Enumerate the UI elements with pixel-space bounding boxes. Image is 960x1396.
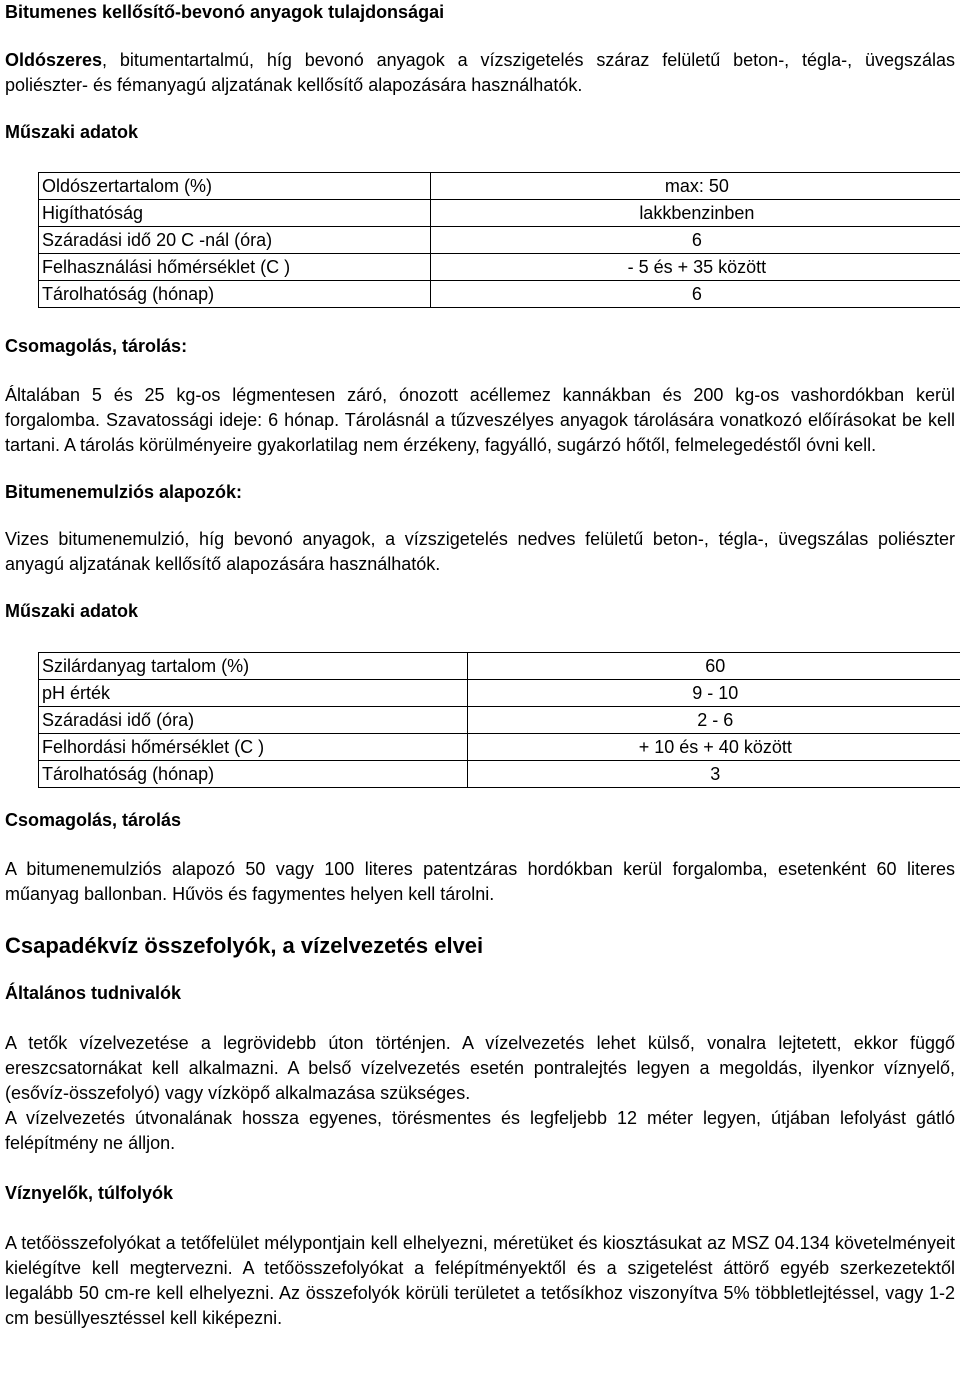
emulsion-tech-heading: Műszaki adatok bbox=[5, 601, 139, 621]
document-title: Bitumenes kellősítő-bevonó anyagok tulajdonságai bbox=[5, 2, 445, 22]
drains-heading: Víznyelők, túlfolyók bbox=[5, 1183, 174, 1203]
emulsion-pack-heading: Csomagolás, tárolás bbox=[5, 810, 182, 830]
general-paragraph-2: A vízelvezetés útvonalának hossza egyenes, törésmentes és legfeljebb 12 méter legyen, útjában lefolyást gátló felépítmény ne álljon. bbox=[5, 1108, 955, 1153]
spec-label: Oldószertartalom (%) bbox=[39, 173, 431, 200]
solvent-tech-heading: Műszaki adatok bbox=[5, 122, 139, 142]
spec-label: Felhordási hőmérséklet (C ) bbox=[39, 734, 468, 761]
table-row bbox=[39, 761, 960, 788]
spec-label: Felhasználási hőmérséklet (C ) bbox=[39, 254, 431, 281]
solvent-intro bbox=[5, 48, 955, 98]
spec-value: 6 bbox=[430, 281, 960, 308]
solvent-pack-text: Általában 5 és 25 kg-os légmentesen záró, ónozott acéllemez kannákban és 200 kg-os vashordókban kerül forgalomba. Szavatossági ideje: 6 hónap. Tárolásnál a tűzveszélyes anyagok tárolására vonatkozó előírásokat be kell tartani. A tárolás körülményeire gyakorlatilag nem érzékeny, fagyálló, sugárzó hőtől, felmelegedéstől óvni kell. bbox=[5, 385, 955, 455]
spec-value: 2 - 6 bbox=[467, 707, 960, 734]
emulsion-pack-text: A bitumenemulziós alapozó 50 vagy 100 literes patentzáras hordókban kerül forgalomba, esetenként 60 literes műanyag ballonban. Hűvös és fagymentes helyen kell tárolni. bbox=[5, 859, 955, 904]
table-row bbox=[39, 254, 960, 281]
solvent-spec-table bbox=[38, 172, 960, 308]
emulsion-intro: Vizes bitumenemulzió, híg bevonó anyagok, a vízszigetelés nedves felületű beton-, tégla-, üvegszálas poliészter anyagú aljzatának kellősítő alapozására használhatók. bbox=[5, 529, 955, 574]
spec-label: Tárolhatóság (hónap) bbox=[39, 761, 468, 788]
spec-label: pH érték bbox=[39, 680, 468, 707]
spec-value: max: 50 bbox=[430, 173, 960, 200]
table-row bbox=[39, 707, 960, 734]
general-heading: Általános tudnivalók bbox=[5, 983, 182, 1003]
drainage-heading: Csapadékvíz összefolyók, a vízelvezetés elvei bbox=[5, 933, 484, 958]
spec-value: 60 bbox=[467, 653, 960, 680]
emulsion-spec-table bbox=[38, 652, 960, 788]
table-row bbox=[39, 200, 960, 227]
spec-value: - 5 és + 35 között bbox=[430, 254, 960, 281]
solvent-intro-bold: Oldószeres bbox=[5, 50, 103, 70]
general-paragraph-1: A tetők vízelvezetése a legrövidebb úton történjen. A vízelvezetés lehet külső, vonalra lejtetett, ekkor függő ereszcsatornákat kell alkalmazni. A belső vízelvezetés esetén pontralejtés legyen a megoldás, ilyenkor víznyelő, (esővíz-összefolyó) vagy vízköpő alkalmazása szükséges. bbox=[5, 1033, 955, 1103]
spec-value: lakkbenzinben bbox=[430, 200, 960, 227]
spec-label: Száradási idő 20 C -nál (óra) bbox=[39, 227, 431, 254]
spec-value: 9 - 10 bbox=[467, 680, 960, 707]
table-row bbox=[39, 173, 960, 200]
spec-value: 6 bbox=[430, 227, 960, 254]
spec-value: 3 bbox=[467, 761, 960, 788]
table-row bbox=[39, 734, 960, 761]
spec-label: Száradási idő (óra) bbox=[39, 707, 468, 734]
solvent-intro-text: , bitumentartalmú, híg bevonó anyagok a vízszigetelés száraz felületű beton-, tégla-, üvegszálas poliészter- és fémanyagú aljzatának kellősítő alapozására használhatók. bbox=[5, 50, 955, 95]
spec-value: + 10 és + 40 között bbox=[467, 734, 960, 761]
table-row bbox=[39, 680, 960, 707]
table-row bbox=[39, 227, 960, 254]
emulsion-heading: Bitumenemulziós alapozók: bbox=[5, 482, 243, 502]
spec-label: Higíthatóság bbox=[39, 200, 431, 227]
table-row bbox=[39, 653, 960, 680]
table-row bbox=[39, 281, 960, 308]
drains-text: A tetőösszefolyókat a tetőfelület mélypontjain kell elhelyezni, méretüket és kiosztásukat az MSZ 04.134 követelményeit kielégítve kell megtervezni. A tetőösszefolyókat a felépítményektől és a szigetelést áttörő egyéb szerkezetektől legalább 50 cm-re kell elhelyezni. Az összefolyók körüli területet a tetősíkhoz viszonyítva 5% többletlejtéssel, vagy 1-2 cm besüllyesztéssel kell kiképezni. bbox=[5, 1233, 955, 1328]
solvent-pack-heading: Csomagolás, tárolás: bbox=[5, 336, 188, 356]
spec-label: Szilárdanyag tartalom (%) bbox=[39, 653, 468, 680]
spec-label: Tárolhatóság (hónap) bbox=[39, 281, 431, 308]
